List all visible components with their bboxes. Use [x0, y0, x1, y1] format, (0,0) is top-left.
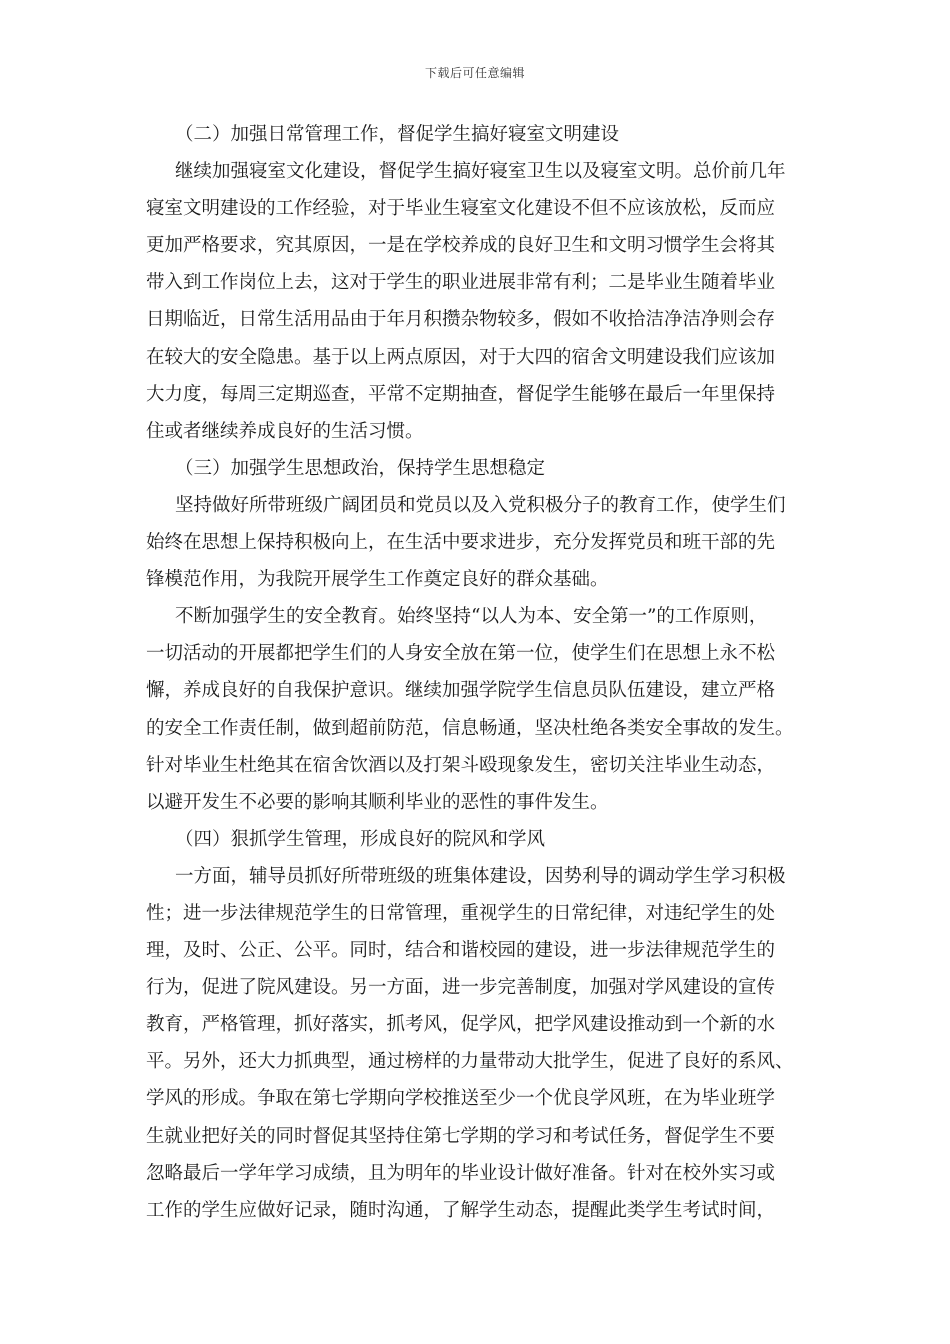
text-line: 坚持做好所带班级广阔团员和党员以及入党积极分子的教育工作，使学生们	[175, 494, 786, 516]
text-line: 一方面，辅导员抓好所带班级的班集体建设，因势利导的调动学生学习积极	[175, 865, 786, 887]
text-line: 教育，严格管理，抓好落实，抓考风，促学风，把学风建设推动到一个新的水	[146, 1014, 776, 1036]
text-line: 带入到工作岗位上去，这对于学生的职业进展非常有利；二是毕业生随着毕业	[146, 272, 776, 294]
text-line: 平。另外，还大力抓典型，通过榜样的力量带动大批学生，促进了良好的系风、	[146, 1051, 794, 1073]
section-heading-3: （三）加强学生思想政治，保持学生思想稳定	[175, 457, 546, 479]
text-line: 住或者继续养成良好的生活习惯。	[146, 420, 424, 442]
section-heading-4: （四）狠抓学生管理，形成良好的院风和学风	[175, 828, 546, 850]
text-line: 寝室文明建设的工作经验，对于毕业生寝室文化建设不但不应该放松，反而应	[146, 198, 776, 220]
text-line: 大力度，每周三定期巡查，平常不定期抽查，督促学生能够在最后一年里保持	[146, 383, 776, 405]
document-body	[146, 116, 806, 1229]
page-header: 下载后可任意编辑	[424, 66, 525, 80]
text-line: 工作的学生应做好记录，随时沟通，了解学生动态，提醒此类学生考试时间，	[146, 1199, 776, 1221]
text-line: 懈，养成良好的自我保护意识。继续加强学院学生信息员队伍建设，建立严格	[146, 680, 776, 702]
text-line: 以避开发生不必要的影响其顺利毕业的恶性的事件发生。	[146, 791, 609, 813]
text-line: 始终在思想上保持积极向上，在生活中要求进步，充分发挥党员和班干部的先	[146, 532, 776, 554]
text-line: 行为，促进了院风建设。另一方面，进一步完善制度，加强对学风建设的宣传	[146, 977, 776, 999]
text-line: 不断加强学生的安全教育。始终坚持“以人为本、安全第一”的工作原则，	[175, 606, 768, 628]
text-line: 生就业把好关的同时督促其坚持住第七学期的学习和考试任务，督促学生不要	[146, 1125, 776, 1147]
text-line: 继续加强寝室文化建设，督促学生搞好寝室卫生以及寝室文明。总价前几年	[175, 161, 786, 183]
text-line: 理，及时、公正、公平。同时，结合和谐校园的建设，进一步法律规范学生的	[146, 940, 776, 962]
text-line: 性；进一步法律规范学生的日常管理，重视学生的日常纪律，对违纪学生的处	[146, 902, 776, 924]
section-heading-2: （二）加强日常管理工作，督促学生搞好寝室文明建设	[175, 124, 620, 145]
text-line: 更加严格要求，究其原因，一是在学校养成的良好卫生和文明习惯学生会将其	[146, 235, 776, 257]
text-line: 学风的形成。争取在第七学期向学校推送至少一个优良学风班，在为毕业班学	[146, 1088, 776, 1110]
text-line: 日期临近，日常生活用品由于年月积攒杂物较多，假如不收拾洁净洁净则会存	[146, 309, 776, 331]
text-line: 的安全工作责任制，做到超前防范，信息畅通，坚决杜绝各类安全事故的发生。	[146, 717, 794, 739]
text-line: 锋模范作用，为我院开展学生工作奠定良好的群众基础。	[146, 569, 609, 591]
text-line: 在较大的安全隐患。基于以上两点原因，对于大四的宿舍文明建设我们应该加	[146, 346, 776, 368]
text-line: 针对毕业生杜绝其在宿舍饮酒以及打架斗殴现象发生，密切关注毕业生动态，	[146, 754, 776, 776]
text-line: 一切活动的开展都把学生们的人身安全放在第一位，使学生们在思想上永不松	[146, 643, 776, 665]
text-line: 忽略最后一学年学习成绩，且为明年的毕业设计做好准备。针对在校外实习或	[146, 1162, 776, 1184]
